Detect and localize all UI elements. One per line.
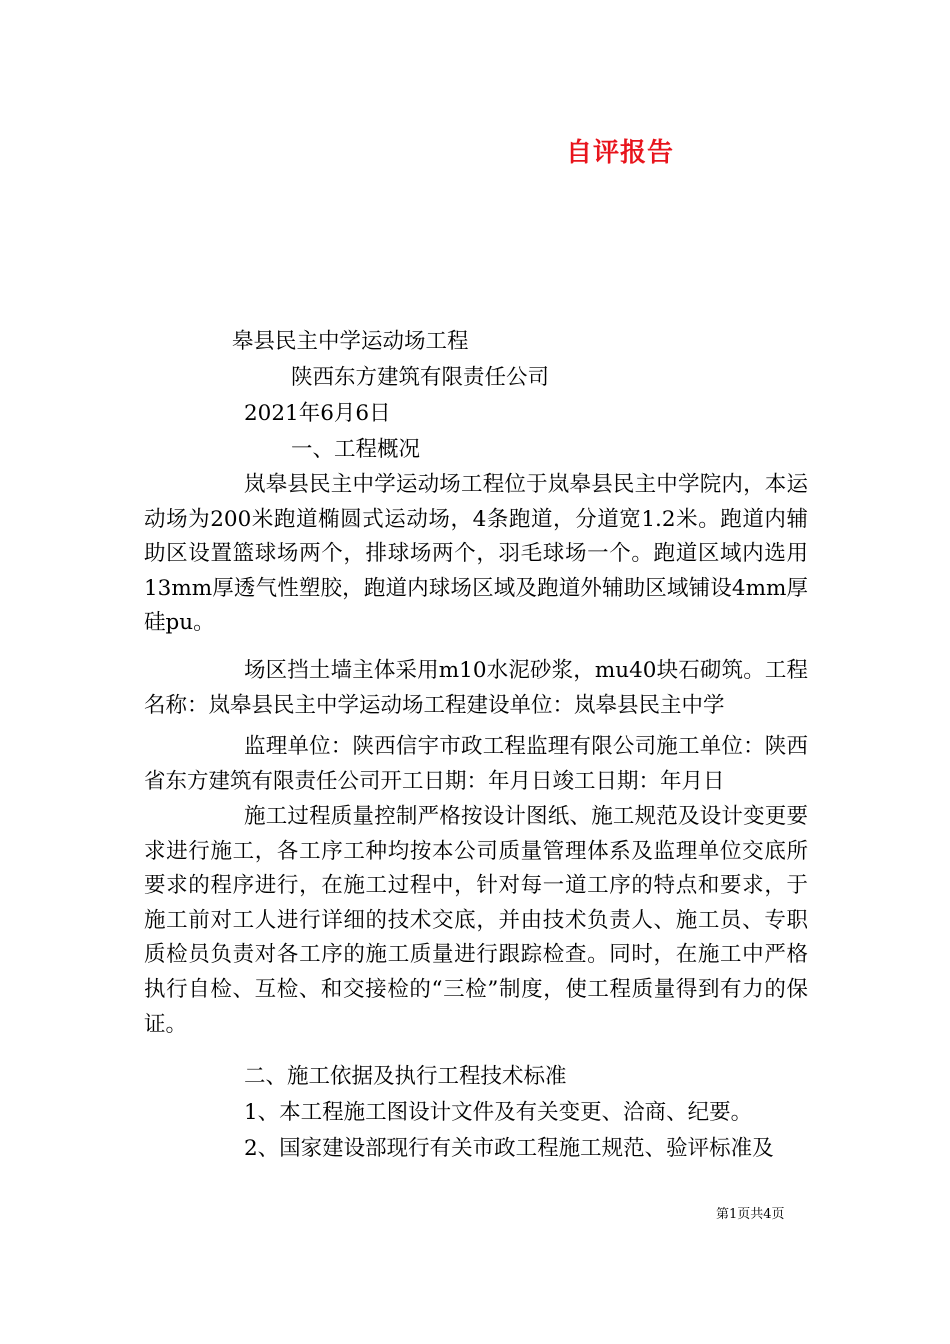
paragraph-retaining-wall: 场区挡土墙主体采用m10水泥砂浆，mu40块石砌筑。工程名称：岚皋县民主中学运动场工程建设单位：岚皋县民主中学 [144, 658, 808, 718]
document-title: 自评报告 [566, 138, 675, 168]
section1-heading: 一、工程概况 [291, 437, 421, 462]
page-footer: 第1页共4页 [716, 1207, 785, 1222]
project-name: 皋县民主中学运动场工程 [232, 329, 469, 354]
company-name: 陕西东方建筑有限责任公司 [291, 365, 550, 390]
list-item-2: 2、国家建设部现行有关市政工程施工规范、验评标准及 [244, 1136, 774, 1161]
list-item-1: 1、本工程施工图设计文件及有关变更、洽商、纪要。 [244, 1100, 753, 1125]
section2-heading: 二、施工依据及执行工程技术标准 [244, 1064, 567, 1089]
paragraph-quality-control: 施工过程质量控制严格按设计图纸、施工规范及设计变更要求进行施工，各工序工种均按本公司质量管理体系及监理单位交底所要求的程序进行，在施工过程中，针对每一道工序的特点和要求，于施工前对工人进行详细的技术交底，并由技术负责人、施工员、专职质检员负责对各工序的施工质量进行跟踪检查。同时，在施工中严格执行自检、互检、和交接检的“三检”制度，使工程质量得到有力的保证。 [144, 804, 808, 1037]
report-date: 2021年6月6日 [244, 401, 391, 426]
paragraph-supervision: 监理单位：陕西信宇市政工程监理有限公司施工单位：陕西省东方建筑有限责任公司开工日期：年月日竣工日期：年月日 [144, 734, 808, 794]
paragraph-overview: 岚皋县民主中学运动场工程位于岚皋县民主中学院内，本运动场为200米跑道椭圆式运动场，4条跑道，分道宽1.2米。跑道内辅助区设置篮球场两个，排球场两个，羽毛球场一个。跑道区域内选用13mm厚透气性塑胶，跑道内球场区域及跑道外辅助区域铺设4mm厚硅pu。 [144, 472, 808, 636]
